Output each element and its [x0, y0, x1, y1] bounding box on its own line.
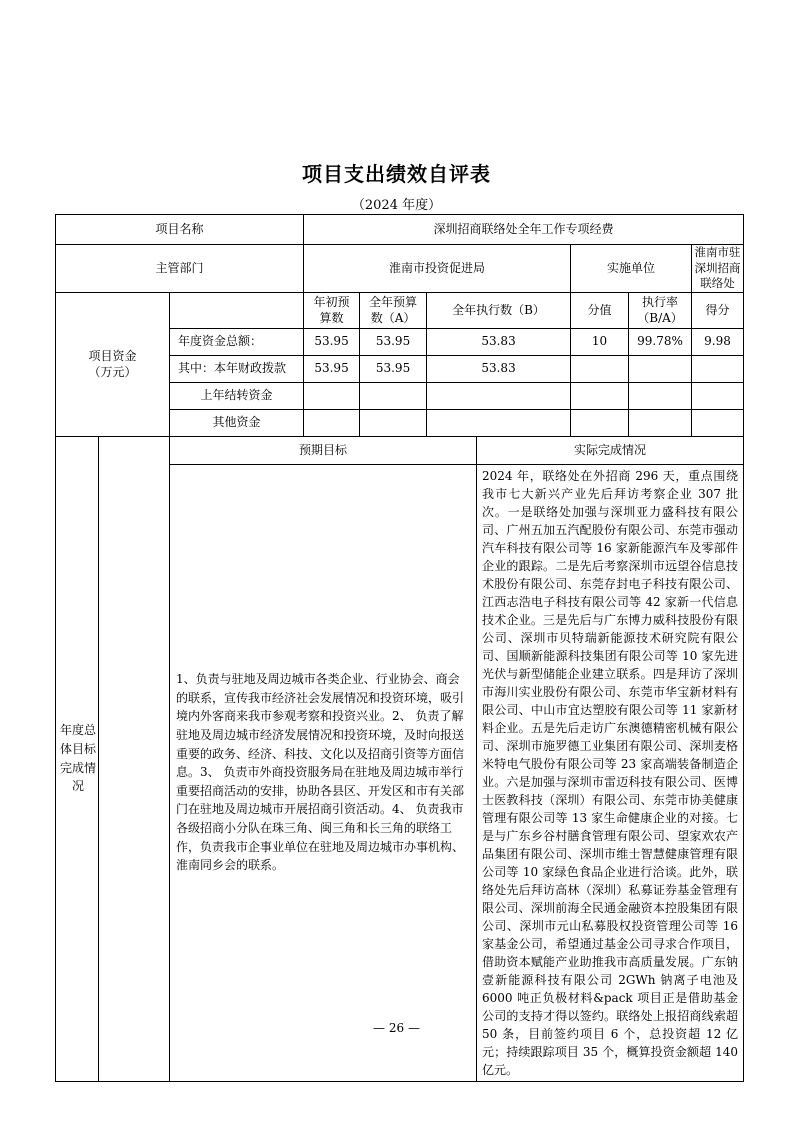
funds-row-exec [427, 382, 571, 409]
funds-row-annual: 53.95 [360, 328, 427, 355]
funds-row-exec: 53.83 [427, 355, 571, 382]
funds-row-score [571, 355, 629, 382]
document-subtitle: （2024 年度） [351, 198, 442, 213]
self-evaluation-table [55, 214, 744, 1082]
header-got: 得分 [692, 292, 744, 328]
header-score: 分值 [571, 292, 629, 328]
funds-header-row [56, 292, 744, 328]
funds-row-got [692, 409, 744, 436]
funds-row-got [692, 355, 744, 382]
funds-row-budget: 53.95 [304, 328, 360, 355]
actual-result-text: 2024 年，联络处在外招商 296 天，重点围绕我市七大新兴产业先后拜访考察企业 307 批次。一是联络处加强与深圳亚力盛科技有限公司、广州五加五汽配股份有限公司、东莞市强动汽车科技有限公司等 16 家新能源汽车及零部件企业的跟踪。二是先后考察深圳市远望谷信息技术股份有限公司、东莞存封电子科技有限公司、江西志浩电子科技有限公司等 42 家新一代信息技术企业。三是先后与广东博力威科技股份有限公司、深圳市贝特瑞新能源技术研究院有限公司、国顺新能源科技集团有限公司等 10 家先进光伏与新型储能企业建立联系。四是拜访了深圳市海川实业股份有限公司、东莞市华宝新材料有限公司、中山市宜达塑胶有限公司等 11 家新材料企业。五是先后走访广东澳德精密机械有限公司、深圳市施罗德工业集团有限公司、深圳麦格米特电气股份有限公司等 23 家高端装备制造企业。六是加强与深圳市雷迈科技有限公司、医博士医教科技（深圳）有限公司、东莞市协美健康管理有限公司等 13 家生命健康企业的对接。七是与广东乡谷村膳食管理有限公司、望家欢农产品集团有限公司、深圳市维士智慧健康管理有限公司等 10 家绿色食品企业进行洽谈。此外，联络处先后拜访高林（深圳）私募证券基金管理有限公司、深圳前海全民通金融资本控股集团有限公司、深圳市元山私募股权投资管理公司等 16 家基金公司，希望通过基金公司寻求合作项目，借助资本赋能产业助推我市高质量发展。广东钠壹新能源科技有限公司 2GWh 钠离子电池及 6000 吨正负极材料&pack 项目正是借助基金公司的支持才得以签约。联络处上报招商线索超 50 条，目前签约项目 6 个，总投资超 12 亿元；持续跟踪项目 35 个，概算投资金额超 140 亿元。 [477, 464, 744, 1081]
funds-row-annual [360, 409, 427, 436]
funds-row-budget: 53.95 [304, 355, 360, 382]
funds-row-score: 10 [571, 328, 629, 355]
dept-label: 主管部门 [56, 245, 304, 293]
funds-section-label [56, 292, 170, 436]
funds-row-label: 年度资金总额： [170, 328, 304, 355]
header-exec: 全年执行数（B） [427, 292, 571, 328]
funds-row-label: 其他资金 [170, 409, 304, 436]
dept-value: 淮南市投资促进局 [304, 245, 571, 293]
goals-section-text: 年度总体目标完成情况 [60, 723, 97, 794]
header-budget: 年初预算数 [304, 292, 360, 328]
header-annual: 全年预算数（A） [360, 292, 427, 328]
funds-row-label: 其中：本年财政拨款 [170, 355, 304, 382]
department-row [56, 245, 744, 293]
funds-row-label: 上年结转资金 [170, 382, 304, 409]
page-number: — 26 — [373, 1021, 420, 1035]
funds-row-budget [304, 409, 360, 436]
expected-header: 预期目标 [170, 436, 477, 464]
funds-row-annual: 53.95 [360, 355, 427, 382]
funds-label-line2: （万元） [88, 365, 137, 380]
goals-section-label [56, 436, 99, 1081]
funds-header-blank [170, 292, 304, 328]
impl-label: 实施单位 [571, 245, 692, 293]
funds-row-got [692, 382, 744, 409]
funds-row-budget [304, 382, 360, 409]
funds-label-line1: 项目资金 [88, 348, 137, 363]
project-name-label: 项目名称 [56, 215, 304, 245]
funds-row-rate [629, 355, 692, 382]
expected-goal-text: 1、负责与驻地及周边城市各类企业、行业协会、商会的联系，宣传我市经济社会发展情况和投资环境，吸引境内外客商来我市参观考察和投资兴业。2、 负责了解驻地及周边城市经济发展情况和投资环境，及时向报送重要的政务、经济、科技、文化以及招商引资等方面信息。3、 负责市外商投资服务局在驻地及周边城市举行重要招商活动的安排，协助各县区、开发区和市有关部门在驻地及周边城市开展招商引资活动。4、 负责我市各级招商小分队在珠三角、闽三角和长三角的联络工作，负责我市企事业单位在驻地及周边城市办事机构、淮南同乡会的联系。 [170, 464, 477, 1081]
funds-row-rate [629, 382, 692, 409]
impl-value: 淮南市驻深圳招商联络处 [692, 245, 744, 293]
funds-row-rate [629, 409, 692, 436]
funds-row-rate: 99.78% [629, 328, 692, 355]
goals-blank-column [99, 436, 170, 1081]
project-name-row [56, 215, 744, 245]
document-title: 项目支出绩效自评表 [302, 162, 491, 186]
funds-row-got: 9.98 [692, 328, 744, 355]
project-name-value: 深圳招商联络处全年工作专项经费 [304, 215, 744, 245]
funds-row-annual [360, 382, 427, 409]
funds-row-score [571, 409, 629, 436]
header-rate: 执行率（B/A） [629, 292, 692, 328]
actual-header: 实际完成情况 [477, 436, 744, 464]
goals-header-row [56, 436, 744, 464]
funds-row-exec [427, 409, 571, 436]
funds-row-score [571, 382, 629, 409]
funds-row-exec: 53.83 [427, 328, 571, 355]
